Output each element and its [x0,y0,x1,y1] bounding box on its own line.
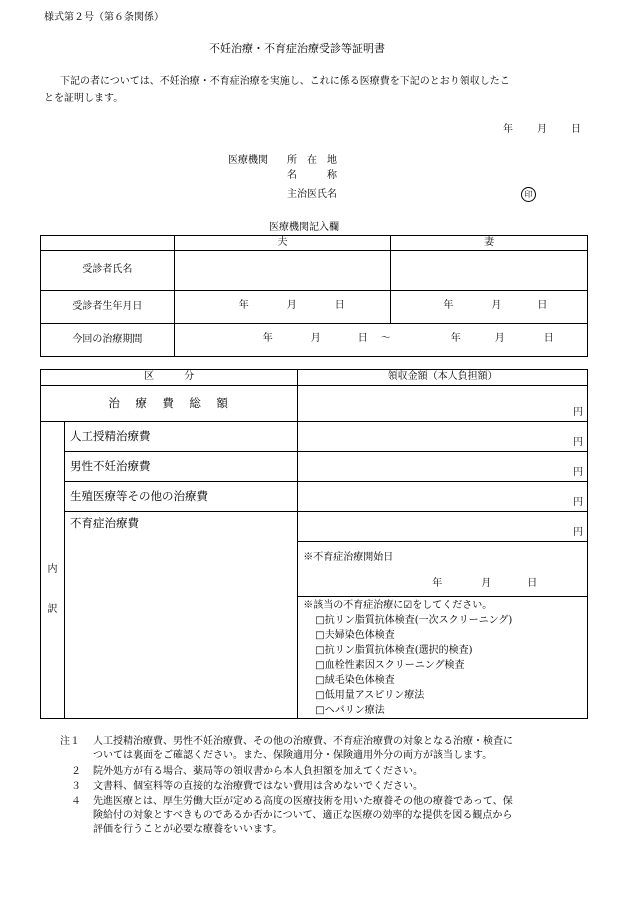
breakdown-char-2: 訳 [47,604,58,615]
note-3-line-1: 文書料、個室料等の直接的な治療費ではない費用は含めないでください。 [93,781,423,792]
check-low-dose-aspirin[interactable]: □低用量アスピリン療法 [315,690,425,701]
item-reproductive-other: 生殖医療等その他の治療費 [64,482,297,512]
wife-birth-field[interactable] [391,291,588,324]
start-date-label: ※不育症治療開始日 [303,552,394,563]
row-treatment-period: 今回の治療期間 [41,324,175,357]
husband-birth-year: 年 [238,300,249,311]
husband-birth-field[interactable] [174,291,391,324]
intro-line-1: 下記の者については、不妊治療・不育症治療を実施し、これに係る医療費を下記のとおり領収したこ [60,76,510,87]
col-amount: 領収金額（本人負担額） [298,370,588,386]
cost-table [40,369,588,719]
check-thrombophilia-screening[interactable]: □血栓性素因スクリーニング検査 [315,660,465,671]
institution-address-label: 所 在 地 [287,155,337,166]
amount-recurrent-pregnancy-loss[interactable] [298,512,588,542]
check-antiphospholipid-selective[interactable]: □抗リン脂質抗体検査(選択的検査) [315,645,473,656]
start-date-day: 日 [527,578,538,589]
form-number: 様式第２号（第６条関係） [44,12,164,23]
period-tilde: ～ [380,333,391,344]
husband-name-field[interactable] [174,251,391,291]
total-cost-amount[interactable] [298,386,588,422]
issue-date-day: 日 [571,124,581,135]
item-artificial-insemination: 人工授精治療費 [64,422,297,452]
note-4-label: ４ [71,796,81,807]
period-end-day: 日 [543,333,554,344]
note-1-label: 注１ [60,736,80,747]
notes [0,736,630,846]
period-end-month: 月 [494,333,505,344]
patient-table [40,235,588,357]
amount-artificial-insemination[interactable] [298,422,588,452]
institution-label: 医療機関 [228,155,268,166]
seal-mark: 印 [521,187,536,202]
page-title: 不妊治療・不育症治療受診等証明書 [209,42,385,55]
wife-birth-day: 日 [537,300,548,311]
note-4-line-1: 先進医療とは、厚生労働大臣が定める高度の医療技術を用いた療養その他の療養であって、保 [93,796,513,807]
treatment-start-date-field[interactable] [298,542,588,597]
note-2-line-1: 院外処方が有る場合、薬局等の領収書から本人負担額を加えてください。 [93,766,423,777]
start-date-year: 年 [432,578,443,589]
note-3-label: ３ [71,781,81,792]
check-chorionic-chromosome[interactable]: □絨毛染色体検査 [315,675,395,686]
header-blank-cell [41,236,175,251]
wife-birth-month: 月 [491,300,502,311]
yen-unit: 円 [573,466,583,478]
check-instruction: ※該当の不育症治療に☑をしてください。 [303,600,493,611]
institution-name-label: 名 称 [287,170,337,181]
check-couple-chromosome[interactable]: □夫婦染色体検査 [315,630,395,641]
note-4-line-3: 評価を行うことが必要な療養をいいます。 [93,824,283,835]
doctor-name-label: 主治医氏名 [287,189,337,200]
breakdown-char-1: 内 [47,563,58,575]
treatment-checklist [298,597,588,719]
col-husband: 夫 [174,236,391,251]
check-heparin[interactable]: □ヘパリン療法 [315,705,385,716]
check-antiphospholipid-primary[interactable]: □抗リン脂質抗体検査(一次スクリーニング) [315,615,513,626]
period-start-day: 日 [357,333,368,344]
start-date-month: 月 [481,578,492,589]
period-start-month: 月 [310,333,321,344]
yen-unit: 円 [573,496,583,508]
breakdown-label [41,422,65,719]
issue-date-year: 年 [503,124,513,135]
amount-male-infertility[interactable] [298,452,588,482]
section-header: 医療機関記入欄 [269,222,339,233]
item-male-infertility: 男性不妊治療費 [64,452,297,482]
note-2-label: ２ [71,766,81,777]
wife-birth-year: 年 [443,300,454,311]
note-1-line-2: ついては裏面をご確認ください。また、保険適用分・保険適用外分の両方が該当します。 [93,750,493,761]
yen-unit: 円 [573,436,583,448]
col-wife: 妻 [391,236,588,251]
row-birth-date: 受診者生年月日 [41,291,175,324]
note-4-line-2: 険給付の対象とすべきものであるか否かについて、適正な医療の効率的な提供を図る観点から [93,810,513,821]
intro-line-2: とを証明します。 [44,93,124,104]
husband-birth-month: 月 [286,300,297,311]
total-cost-label: 治 療 費 総 額 [41,386,298,422]
amount-reproductive-other[interactable] [298,482,588,512]
item-recurrent-pregnancy-loss: 不育症治療費 [64,512,297,719]
treatment-period-field[interactable] [174,324,587,357]
issue-date-month: 月 [537,124,547,135]
husband-birth-day: 日 [334,300,345,311]
col-category: 区 分 [41,370,298,386]
note-1-line-1: 人工授精治療費、男性不妊治療費、その他の治療費、不育症治療費の対象となる治療・検査に [93,736,513,747]
row-patient-name: 受診者氏名 [41,251,175,291]
yen-unit: 円 [573,526,583,538]
period-end-year: 年 [450,333,461,344]
period-start-year: 年 [262,333,273,344]
yen-unit: 円 [573,406,583,418]
wife-name-field[interactable] [391,251,588,291]
